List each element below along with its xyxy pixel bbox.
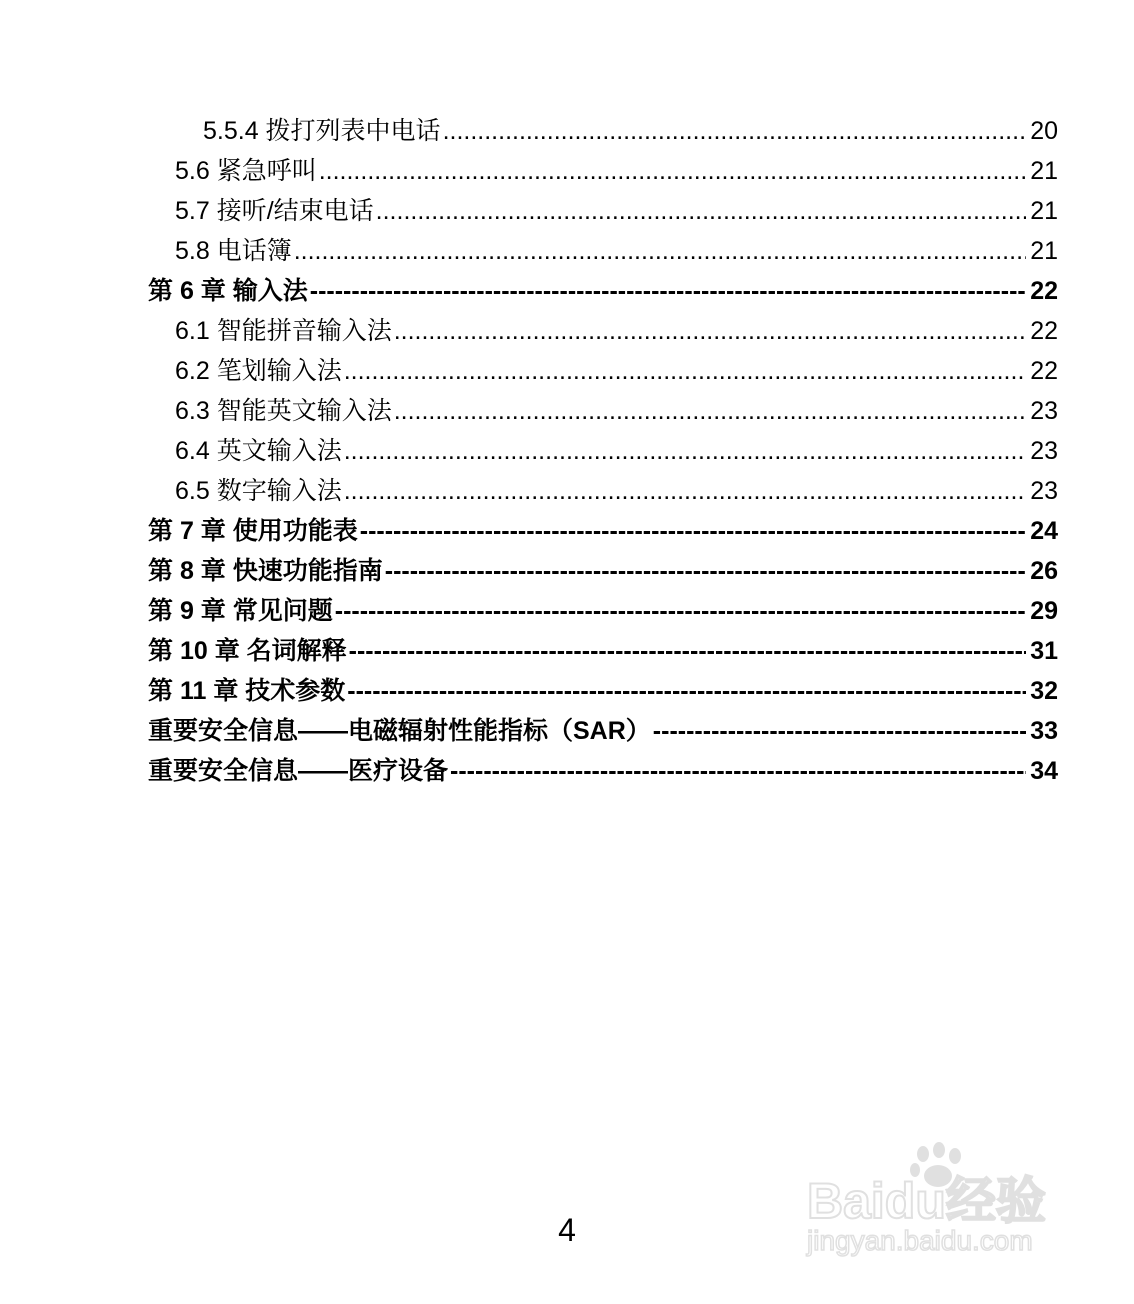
toc-entry[interactable]: [148, 311, 1058, 351]
toc-entry-label: 6.2 笔划输入法: [175, 357, 342, 385]
toc-entry-page: 22: [1030, 357, 1058, 385]
toc-leader: [347, 671, 1026, 711]
toc-leader: [394, 391, 1026, 431]
toc-entry-label: 重要安全信息——电磁辐射性能指标（SAR）: [148, 717, 651, 745]
toc-entry-label: 第 9 章 常见问题: [148, 597, 333, 625]
toc-entry[interactable]: [148, 431, 1058, 471]
toc-leader: [385, 551, 1026, 591]
toc-entry-page: 22: [1030, 317, 1058, 345]
toc-entry-page: 29: [1030, 597, 1058, 625]
toc-leader: [344, 351, 1026, 391]
toc-entry[interactable]: [148, 471, 1058, 511]
toc-entry-label: 5.7 接听/结束电话: [175, 197, 374, 225]
toc-leader: [360, 511, 1026, 551]
toc-leader: [335, 591, 1026, 631]
toc-entry-page: 23: [1030, 397, 1058, 425]
toc-entry-label: 5.5.4 拨打列表中电话: [203, 117, 441, 145]
toc-leader: [294, 231, 1026, 271]
toc-leader: [443, 111, 1027, 151]
toc-entry-page: 31: [1030, 637, 1058, 665]
toc-leader: [376, 191, 1027, 231]
toc-chapter-entry[interactable]: [148, 631, 1058, 671]
table-of-contents: [148, 111, 1058, 791]
toc-leader: [394, 311, 1026, 351]
toc-entry[interactable]: [148, 351, 1058, 391]
toc-entry[interactable]: [148, 111, 1058, 151]
toc-entry-page: 32: [1030, 677, 1058, 705]
page-number: 4: [558, 1212, 576, 1248]
watermark-brand: Baidu经验: [807, 1173, 1046, 1229]
toc-entry[interactable]: [148, 191, 1058, 231]
toc-entry-page: 34: [1030, 757, 1058, 785]
toc-entry-page: 21: [1030, 157, 1058, 185]
toc-entry-label: 第 6 章 输入法: [148, 277, 308, 305]
toc-entry-label: 6.5 数字输入法: [175, 477, 342, 505]
toc-chapter-entry[interactable]: [148, 511, 1058, 551]
toc-entry-label: 重要安全信息——医疗设备: [148, 757, 449, 785]
toc-chapter-entry[interactable]: [148, 711, 1058, 751]
toc-leader: [310, 271, 1026, 311]
toc-chapter-entry[interactable]: [148, 671, 1058, 711]
toc-entry-label: 第 11 章 技术参数: [148, 677, 346, 705]
baidu-jingyan-watermark: [805, 1140, 1075, 1260]
toc-entry-page: 33: [1030, 717, 1058, 745]
toc-entry[interactable]: [148, 151, 1058, 191]
toc-entry-label: 6.3 智能英文输入法: [175, 397, 392, 425]
toc-entry-page: 26: [1030, 557, 1058, 585]
toc-entry-page: 24: [1030, 517, 1058, 545]
toc-entry-label: 第 10 章 名词解释: [148, 637, 347, 665]
toc-leader: [349, 631, 1027, 671]
toc-leader: [319, 151, 1026, 191]
toc-chapter-entry[interactable]: [148, 551, 1058, 591]
toc-chapter-entry[interactable]: [148, 591, 1058, 631]
toc-entry-label: 第 7 章 使用功能表: [148, 517, 358, 545]
toc-entry-page: 23: [1030, 437, 1058, 465]
toc-entry-page: 23: [1030, 477, 1058, 505]
toc-chapter-entry[interactable]: [148, 271, 1058, 311]
toc-entry-page: 20: [1030, 117, 1058, 145]
toc-entry-label: 第 8 章 快速功能指南: [148, 557, 383, 585]
watermark-url: jingyan.baidu.com: [807, 1225, 1033, 1256]
paw-icon: [805, 1140, 1075, 1260]
toc-entry[interactable]: [148, 391, 1058, 431]
toc-entry[interactable]: [148, 231, 1058, 271]
toc-entry-label: 5.8 电话簿: [175, 237, 292, 265]
toc-entry-page: 21: [1030, 237, 1058, 265]
toc-leader: [344, 471, 1026, 511]
toc-leader: [450, 751, 1026, 791]
toc-chapter-entry[interactable]: [148, 751, 1058, 791]
toc-entry-page: 21: [1030, 197, 1058, 225]
toc-leader: [344, 431, 1026, 471]
toc-entry-label: 6.4 英文输入法: [175, 437, 342, 465]
toc-leader: [653, 711, 1026, 751]
toc-entry-label: 5.6 紧急呼叫: [175, 157, 317, 185]
toc-entry-page: 22: [1030, 277, 1058, 305]
toc-entry-label: 6.1 智能拼音输入法: [175, 317, 392, 345]
